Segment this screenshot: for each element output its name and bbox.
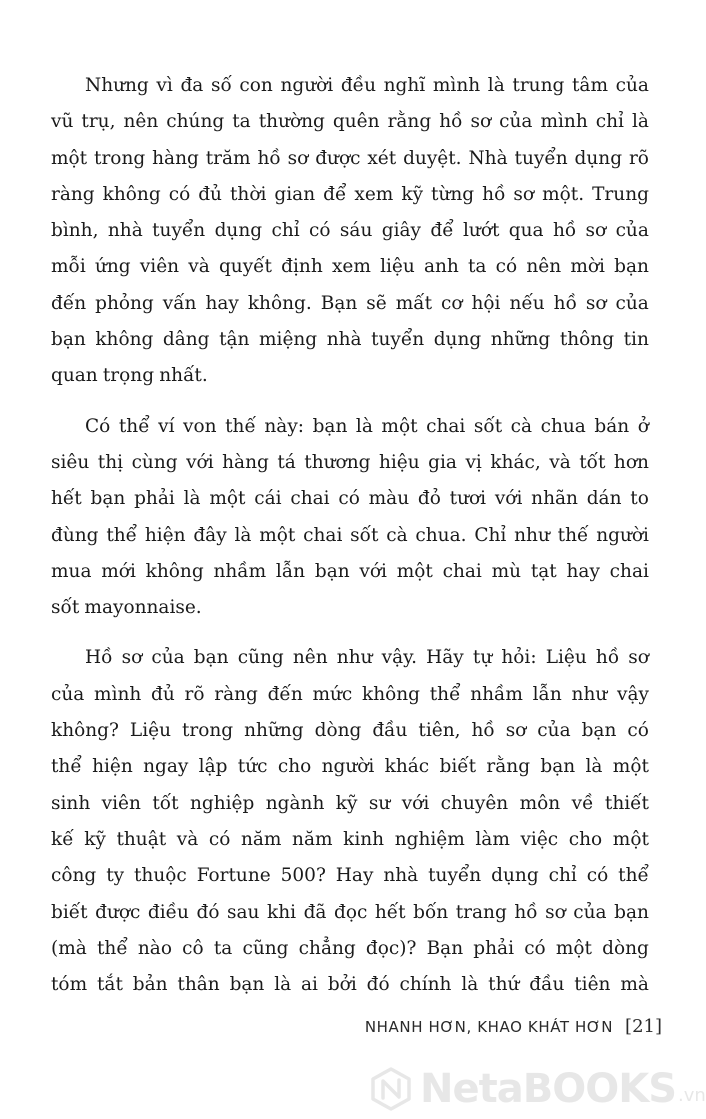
watermark — [368, 1064, 706, 1114]
text-line: một trong hàng trăm hồ sơ được xét duyệt. Nhà tuyển dụng rõ — [51, 147, 649, 169]
text-line: mua mới không nhầm lẫn bạn với một chai mù tạt hay chai — [51, 560, 649, 582]
text-line: sinh viên tốt nghiệp ngành kỹ sư với chuyên môn về thiết — [51, 792, 649, 814]
text-line: bình, nhà tuyển dụng chỉ có sáu giây để lướt qua hồ sơ của — [51, 220, 649, 242]
watermark-suffix: .vn — [678, 1085, 706, 1106]
text-line: bạn không dâng tận miệng nhà tuyển dụng những thông tin — [51, 329, 649, 351]
text-line: ràng không có đủ thời gian để xem kỹ từng hồ sơ một. Trung — [51, 183, 649, 205]
page-number: [21] — [625, 1016, 662, 1037]
text-line: đến phỏng vấn hay không. Bạn sẽ mất cơ hội nếu hồ sơ của — [51, 292, 649, 314]
watermark-brand: NetaBOOKS — [420, 1066, 677, 1112]
text-line: đùng thể hiện đây là một chai sốt cà chua. Chỉ như thế người — [51, 524, 649, 546]
body-text — [51, 68, 649, 1017]
text-line: Có thể ví von thế này: bạn là một chai sốt cà chua bán ở — [85, 415, 649, 437]
text-line: siêu thị cùng với hàng tá thương hiệu gia vị khác, và tốt hơn — [51, 451, 649, 473]
text-line: (mà thể nào cô ta cũng chẳng đọc)? Bạn phải có một dòng — [51, 937, 649, 959]
text-line: Nhưng vì đa số con người đều nghĩ mình là trung tâm của — [85, 75, 649, 96]
text-line: tóm tắt bản thân bạn là ai bởi đó chính là thứ đầu tiên mà — [51, 974, 649, 996]
text-line: vũ trụ, nên chúng ta thường quên rằng hồ sơ của mình chỉ là — [51, 111, 649, 133]
text-line: quan trọng nhất. — [51, 365, 208, 387]
text-line: kế kỹ thuật và có năm năm kinh nghiệm làm việc cho một — [51, 828, 649, 850]
paragraph — [51, 68, 649, 395]
neta-logo-icon — [368, 1066, 414, 1112]
text-line: công ty thuộc Fortune 500? Hay nhà tuyển dụng chỉ có thể — [51, 865, 649, 887]
paragraph — [51, 640, 649, 1003]
text-line: không? Liệu trong những dòng đầu tiên, hồ sơ của bạn có — [51, 720, 649, 742]
paragraph — [51, 409, 649, 627]
page-footer — [365, 1016, 662, 1042]
running-title: NHANH HƠN, KHAO KHÁT HƠN — [364, 1018, 614, 1036]
text-line: hết bạn phải là một cái chai có màu đỏ tươi với nhãn dán to — [51, 488, 649, 510]
text-line: sốt mayonnaise. — [51, 597, 202, 619]
text-line: biết được điều đó sau khi đã đọc hết bốn trang hồ sơ của bạn — [51, 901, 649, 923]
text-line: Hồ sơ của bạn cũng nên như vậy. Hãy tự hỏi: Liệu hồ sơ — [85, 647, 649, 669]
text-line: mỗi ứng viên và quyết định xem liệu anh ta có nên mời bạn — [51, 256, 649, 278]
text-line: của mình đủ rõ ràng đến mức không thể nhầm lẫn như vậy — [51, 683, 649, 705]
text-line: thể hiện ngay lập tức cho người khác biết rằng bạn là một — [51, 756, 649, 778]
